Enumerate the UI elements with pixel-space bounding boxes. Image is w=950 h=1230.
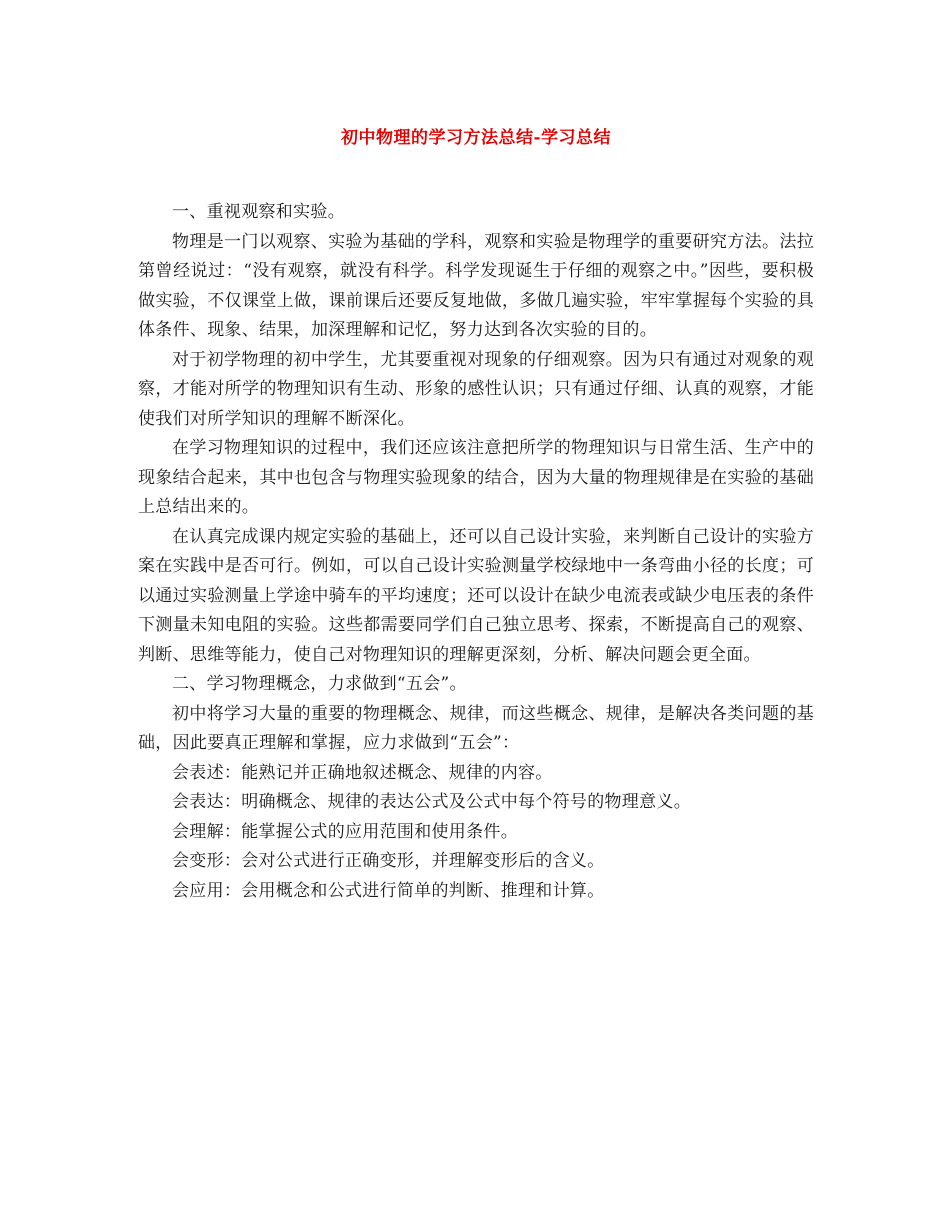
paragraph: 在认真完成课内规定实验的基础上，还可以自己设计实验，来判断自己设计的实验方案在实践中是否可行。例如，可以自己设计实验测量学校绿地中一条弯曲小径的长度；可以通过实验测量上学途中骑车的平均速度；还可以设计在缺少电流表或缺少电压表的条件下测量未知电阻的实验。这些都需要同学们自己独立思考、探索，不断提高自己的观察、判断、思维等能力，使自己对物理知识的理解更深刻，分析、解决问题会更全面。: [138, 526, 814, 665]
paragraph: 对于初学物理的初中学生，尤其要重视对现象的仔细观察。因为只有通过对观象的观察，才能对所学的物理知识有生动、形象的感性认识；只有通过仔细、认真的观察，才能使我们对所学知识的理解不断深化。: [138, 349, 814, 429]
document-title: 初中物理的学习方法总结-学习总结: [340, 128, 612, 148]
list-item: 会变形：会对公式进行正确变形，并理解变形后的含义。: [172, 851, 605, 871]
section-heading-1: 一、重视观察和实验。: [172, 202, 345, 222]
paragraph: 初中将学习大量的重要的物理概念、规律，而这些概念、规律，是解决各类问题的基础，因此要真正理解和掌握，应力求做到“五会”：: [138, 703, 814, 753]
list-item: 会理解：能掌握公式的应用范围和使用条件。: [172, 821, 518, 842]
list-item: 会表述：能熟记并正确地叙述概念、规律的内容。: [172, 762, 553, 783]
paragraph: 在学习物理知识的过程中，我们还应该注意把所学的物理知识与日常生活、生产中的现象结合起来，其中也包含与物理实验现象的结合，因为大量的物理规律是在实验的基础上总结出来的。: [138, 438, 814, 517]
document-page: [138, 118, 814, 906]
paragraph: 物理是一门以观察、实验为基础的学科，观察和实验是物理学的重要研究方法。法拉第曾经说过：“没有观察，就没有科学。科学发现诞生于仔细的观察之中。”因些，要积极做实验，不仅课堂上做，课前课后还要反复地做，多做几遍实验，牢牢掌握每个实验的具体条件、现象、结果，加深理解和记忆，努力达到各次实验的目的。: [138, 231, 814, 340]
list-item: 会表达：明确概念、规律的表达公式及公式中每个符号的物理意义。: [172, 792, 691, 812]
list-item: 会应用：会用概念和公式进行简单的判断、推理和计算。: [172, 880, 605, 901]
document-body: [138, 198, 814, 906]
section-heading-2: 二、学习物理概念，力求做到“五会”。: [172, 674, 467, 694]
